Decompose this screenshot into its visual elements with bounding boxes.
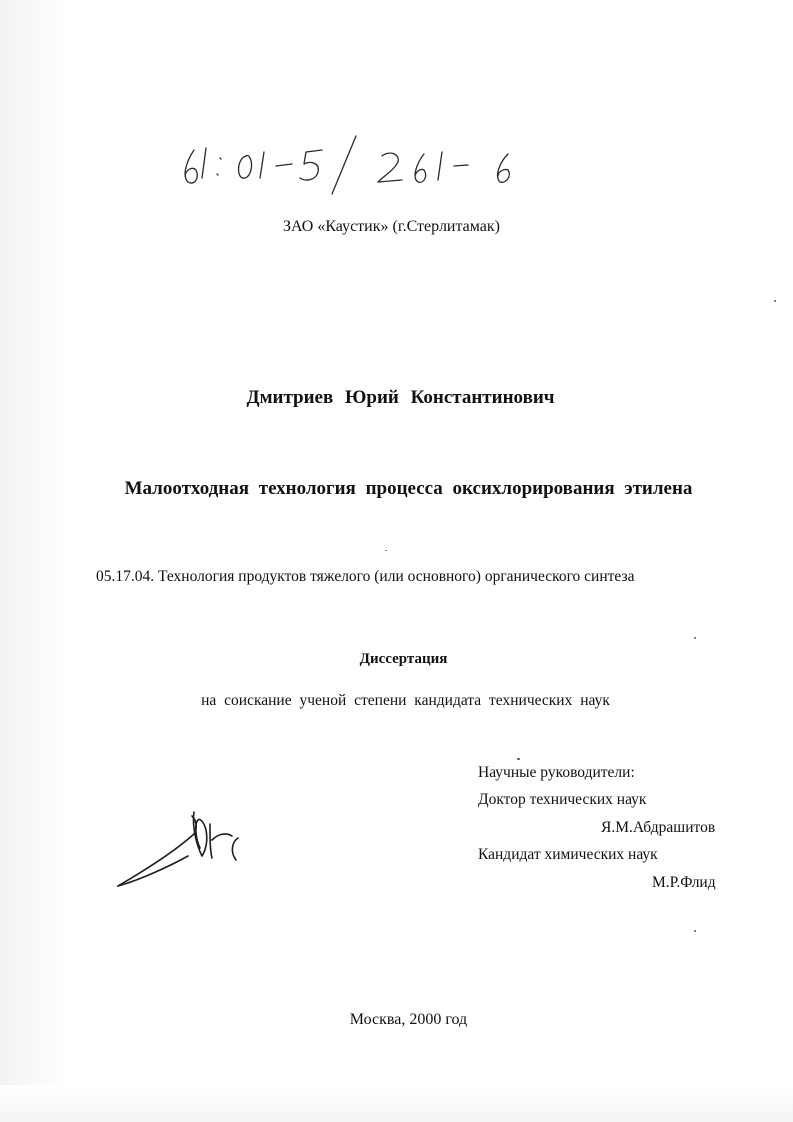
scan-speck	[694, 930, 696, 932]
author-signature	[112, 806, 252, 896]
supervisor-2-name: М.Р.Флид	[652, 874, 716, 891]
specialty-code: 05.17.04. Технология продуктов тяжелого (или основного) органического синтеза	[96, 568, 635, 585]
supervisor-1-degree: Доктор технических наук	[478, 791, 647, 808]
scan-speck	[694, 637, 696, 639]
scan-shadow-bottom	[0, 1085, 793, 1122]
degree-statement: на соискание ученой степени кандидата технических наук	[201, 692, 610, 709]
dissertation-title: Малоотходная технология процесса оксихлорирования этилена	[124, 478, 693, 499]
supervisor-2-degree: Кандидат химических наук	[478, 846, 658, 863]
scan-speck	[385, 550, 387, 551]
supervisor-1-name: Я.М.Абдрашитов	[601, 819, 716, 836]
place-and-year: Москва, 2000 год	[349, 1011, 468, 1028]
author-name: Дмитриев Юрий Константинович	[246, 387, 555, 408]
document-type: Диссертация	[359, 651, 448, 667]
scan-speck	[517, 758, 520, 760]
supervisors-heading: Научные руководители:	[478, 764, 635, 781]
organization: ЗАО «Каустик» (г.Стерлитамак)	[283, 218, 500, 235]
handwritten-archive-code	[180, 132, 530, 202]
scan-shadow-left	[0, 0, 70, 1122]
scan-speck	[774, 300, 776, 302]
